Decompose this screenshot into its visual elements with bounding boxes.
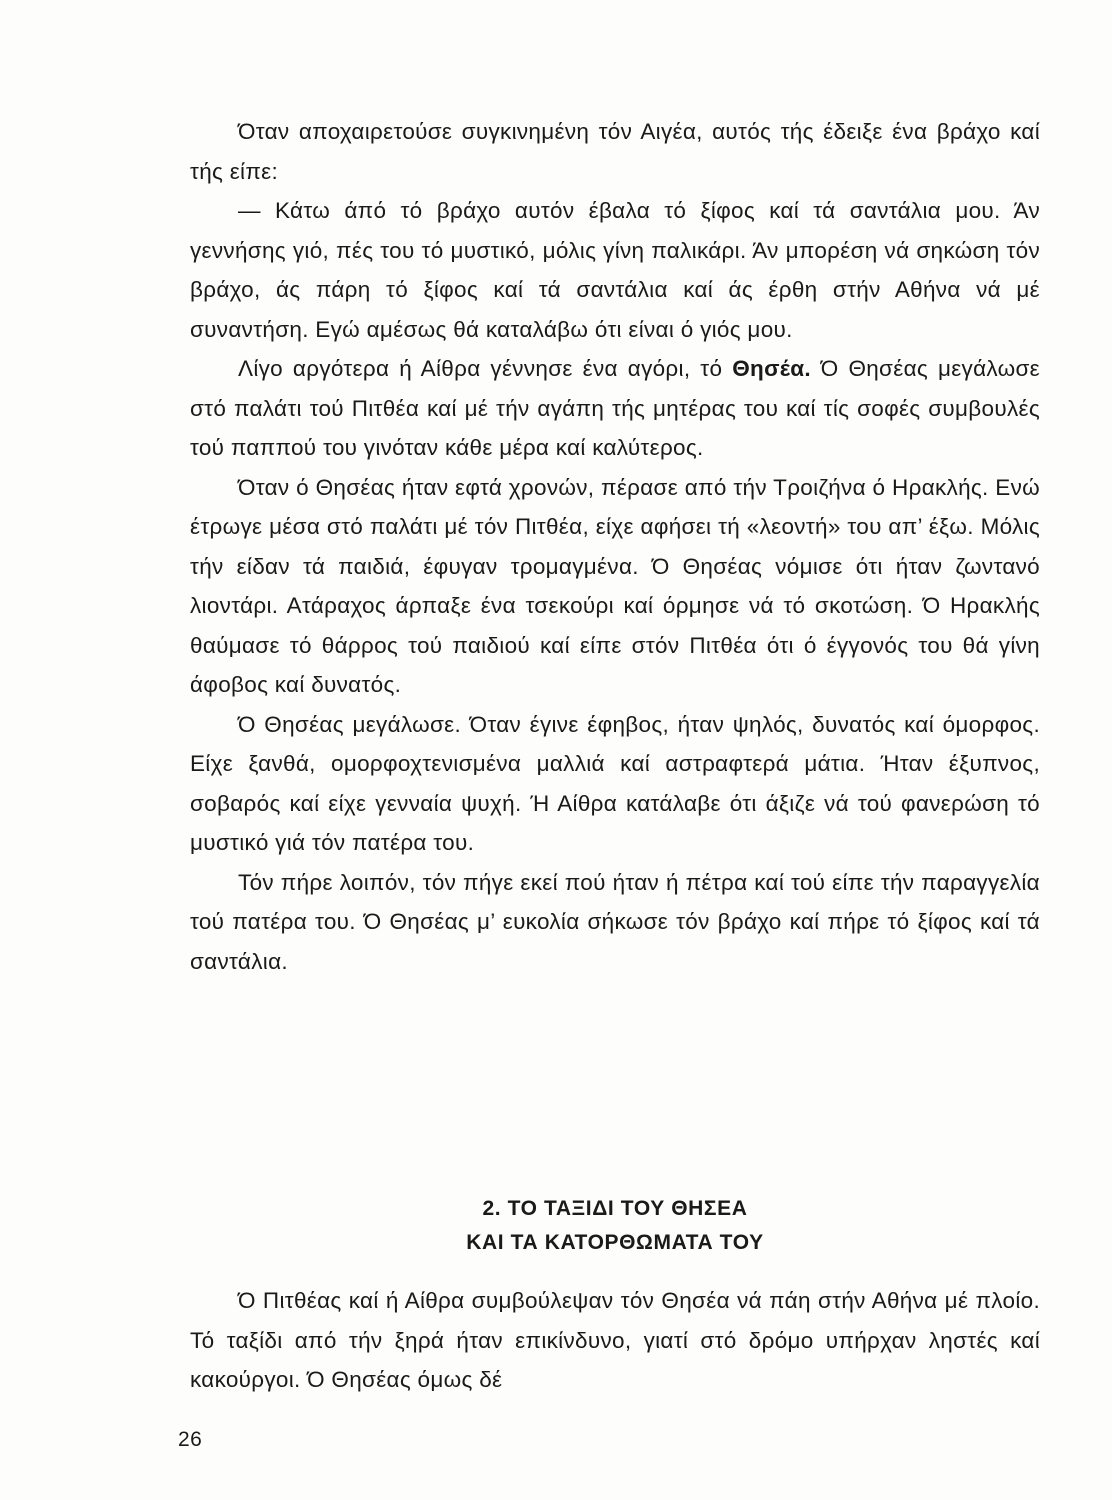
paragraph-aegeus-speech: — Κάτω άπό τό βράχο αυτόν έβαλα τό ξίφος καί τά σαντάλια μου. Άν γεννήσης γιό, πές του τό μυστικό, μόλις γίνη παλικάρι. Άν μπορέση νά σηκώση τόν βράχο, άς πάρη τό ξίφος καί τά σαντάλια καί άς έρθη στήν Αθήνα νά μέ συναντήση. Εγώ αμέσως θά καταλάβω ότι είναι ό γιός μου. — [190, 198, 1040, 342]
section-heading — [190, 1192, 1040, 1260]
birth-text-before: Λίγο αργότερα ή Αίθρα γέννησε ένα αγόρι, τό — [238, 356, 733, 381]
page-number: 26 — [178, 1428, 203, 1451]
paragraph-lifting-rock: Τόν πήρε λοιπόν, τόν πήγε εκεί πού ήταν ή πέτρα καί τού είπε τήν παραγγελία τού πατέρα του. Ό Θησέας μ’ ευκολία σήκωσε τόν βράχο καί πήρε τό ξίφος καί τά σαντάλια. — [190, 869, 1040, 974]
section-heading-line-2: ΚΑΙ ΤΑ ΚΑΤΟΡΘΩΜΑΤΑ ΤΟΥ — [466, 1231, 764, 1254]
paragraph-theseus-grown: Ό Θησέας μεγάλωσε. Όταν έγινε έφηβος, ήταν ψηλός, δυνατός καί όμορφος. Είχε ξανθά, ομορφοχτενισμένα μαλλιά καί αστραφτερά μάτια. Ήταν έξυπνος, σοβαρός καί είχε γενναία ψυχή. Ή Αίθρα κατάλαβε ότι άξιζε νά τού φανερώση τό μυστικό γιά τόν πατέρα του. — [190, 711, 1040, 855]
paragraph-farewell: Όταν αποχαιρετούσε συγκινημένη τόν Αιγέα, αυτός τής έδειξε ένα βράχο καί τής είπε: — [190, 119, 1040, 184]
paragraph-journey-advice: Ό Πιτθέας καί ή Αίθρα συμβούλεψαν τόν Θησέα νά πάη στήν Αθήνα μέ πλοίο. Τό ταξίδι από τήν ξηρά ήταν επικίνδυνο, γιατί στό δρόμο υπήρχαν ληστές καί κακούργοι. Ό Θησέας όμως δέ — [190, 1288, 1040, 1392]
birth-text-after: Ό Θησέας μεγάλωσε στό παλάτι τού Πιτθέα καί μέ τήν αγάπη τής μητέρας του καί τίς σοφές συμβουλές τού παππού του γινόταν κάθε μέρα καί καλύτερος. — [190, 356, 1040, 460]
theseus-name-bold: Θησέα. — [732, 356, 811, 381]
body-text-top — [190, 112, 1040, 981]
section-heading-line-1: 2. ΤΟ ΤΑΞΙΔΙ ΤΟΥ ΘΗΣΕΑ — [482, 1197, 748, 1220]
paragraph-theseus-birth — [190, 349, 1040, 468]
paragraph-heracles-visit: Όταν ό Θησέας ήταν εφτά χρονών, πέρασε από τήν Τροιζήνα ό Ηρακλής. Ενώ έτρωγε μέσα στό παλάτι μέ τόν Πιτθέα, είχε αφήσει τή «λεοντή» του απ’ έξω. Μόλις τήν είδαν τά παιδιά, έφυγαν τρομαγμένα. Ό Θησέας νόμισε ότι ήταν ζωντανό λιοντάρι. Ατάραχος άρπαξε ένα τσεκούρι καί όρμησε νά τό σκοτώση. Ό Ηρακλής θαύμασε τό θάρρος τού παιδιού καί είπε στόν Πιτθέα ότι ό έγγονός του θά γίνη άφοβος καί δυνατός. — [190, 474, 1040, 697]
body-text-bottom — [190, 1281, 1040, 1400]
